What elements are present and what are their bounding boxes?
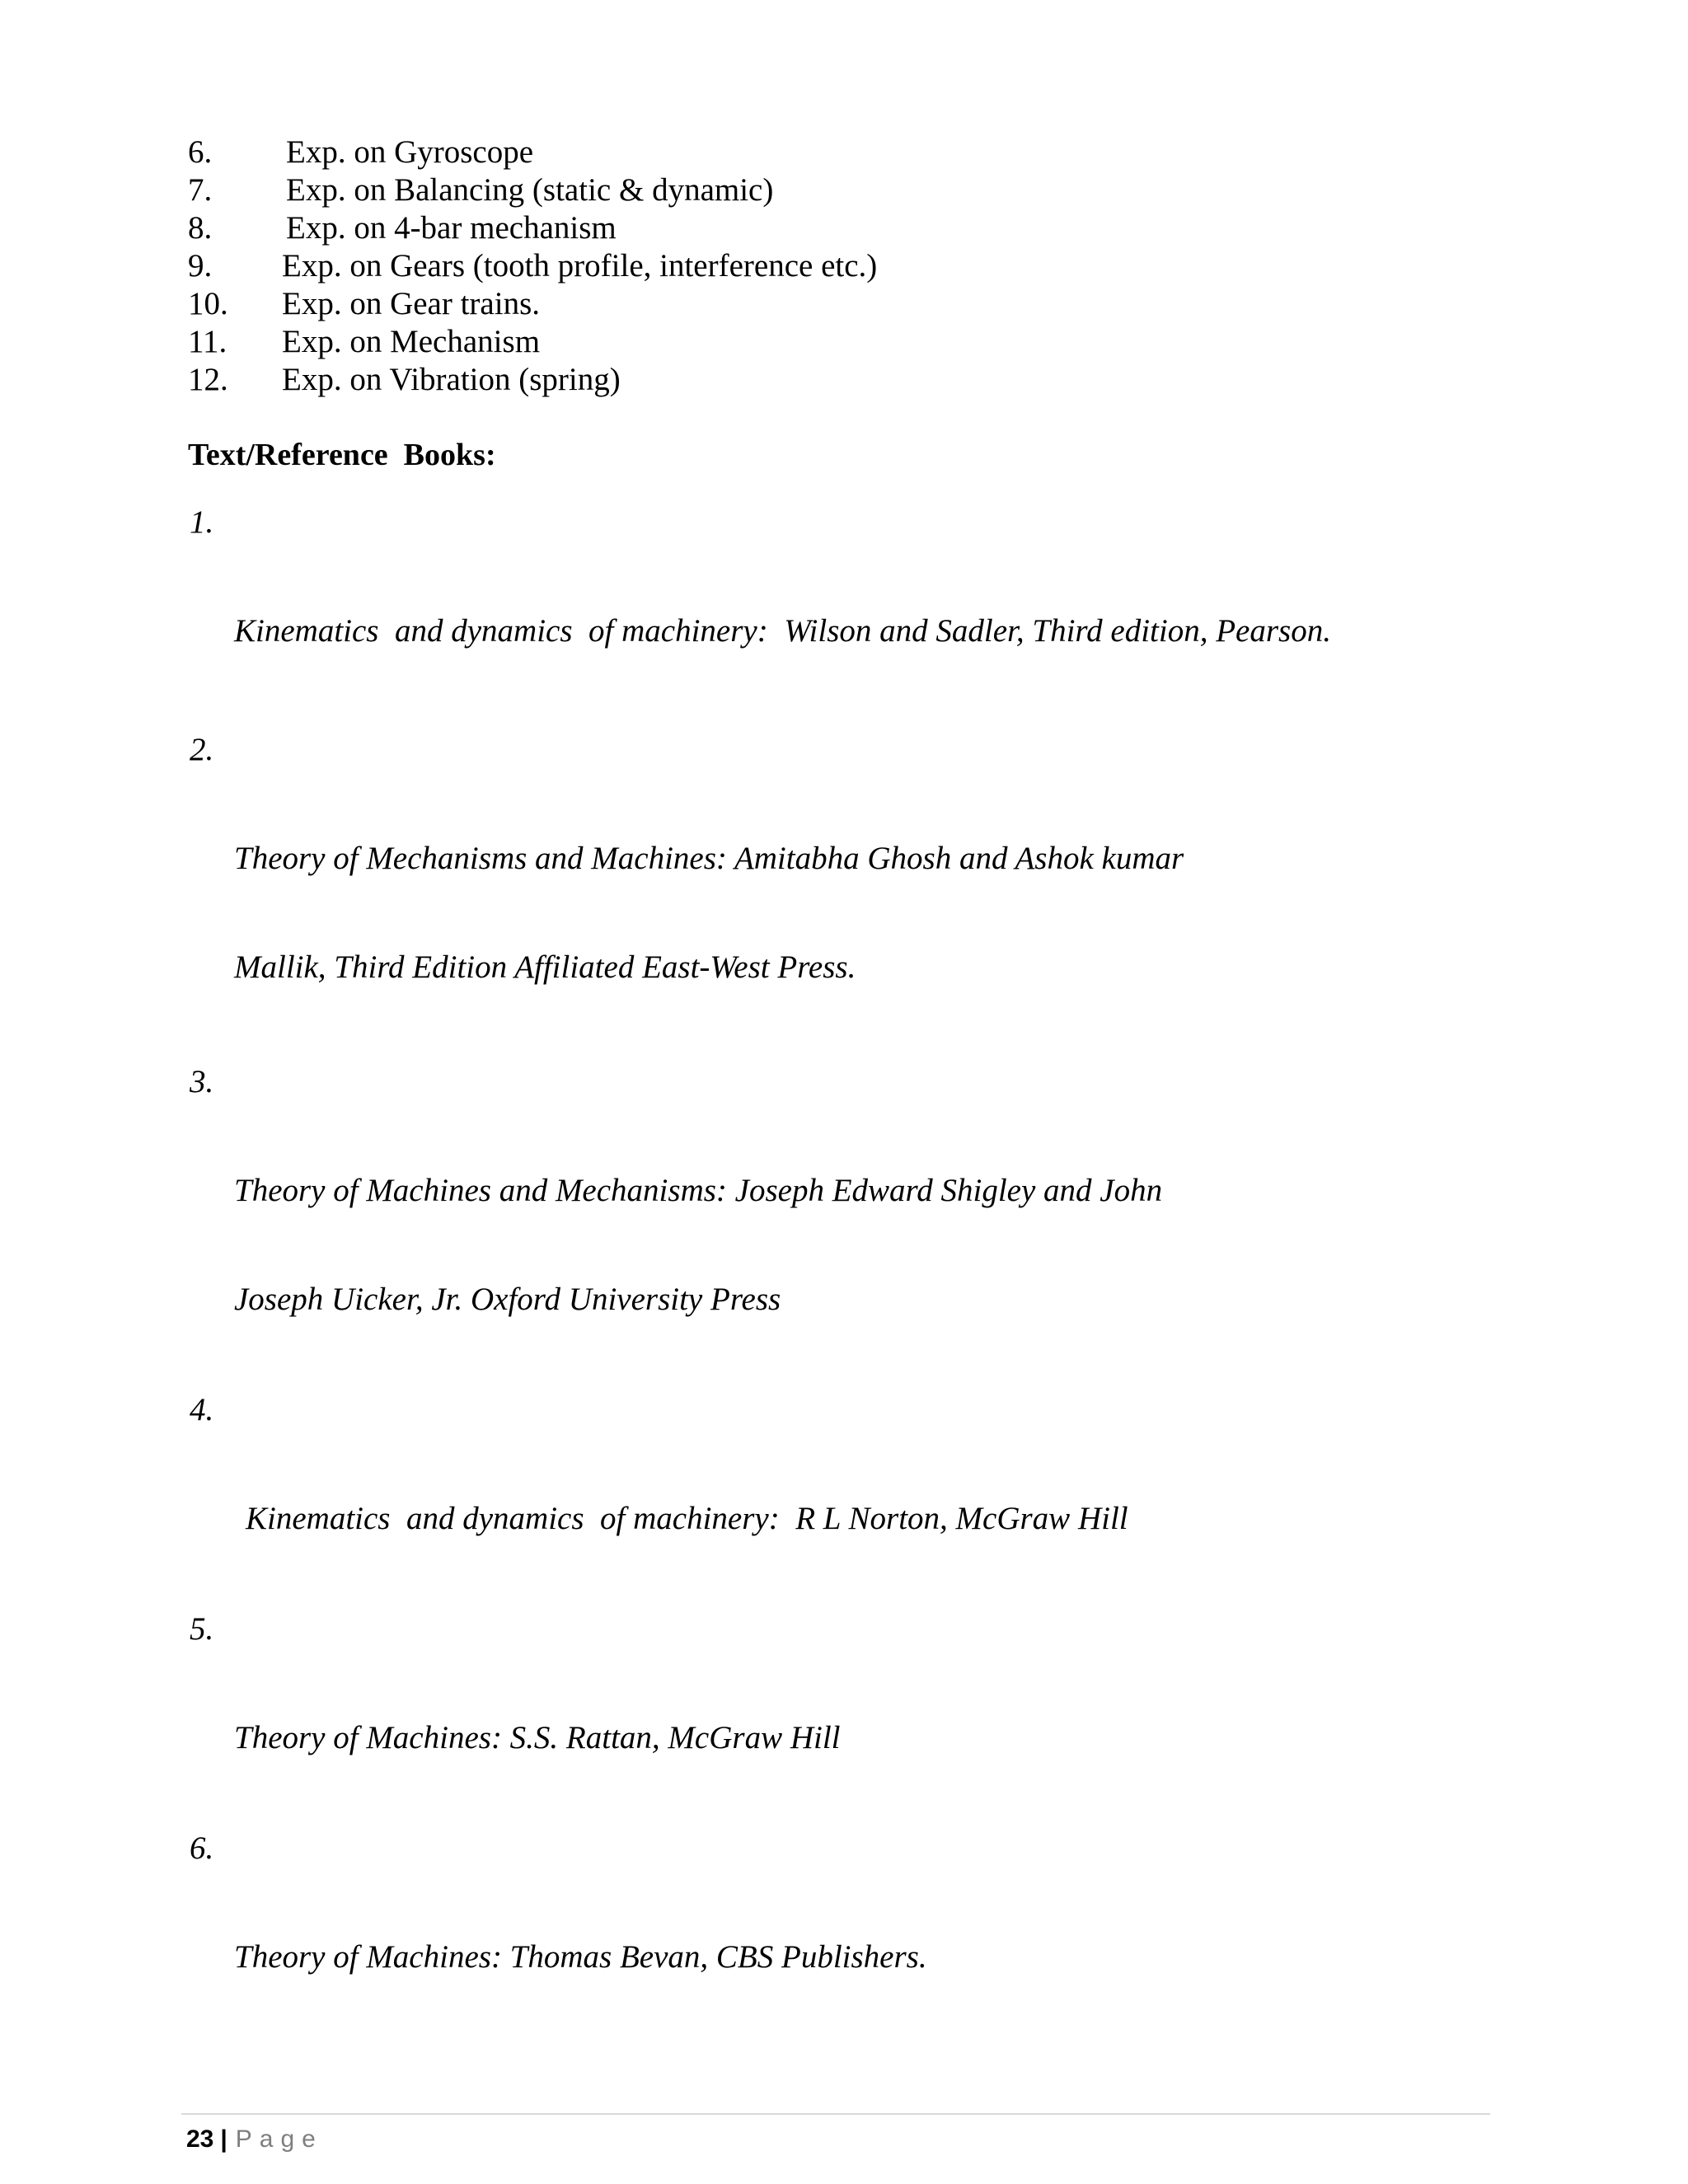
reference-number: 3. [190,1064,214,1099]
reference-item [188,1830,1507,2048]
list-item [188,247,1424,285]
list-item-number: 10. [188,286,228,321]
page-label: Page [235,2125,323,2153]
reference-item [188,1064,1507,1390]
reference-number: 5. [190,1611,214,1647]
reference-number: 6. [190,1830,214,1866]
reference-text: Kinematics and dynamics of machinery: R L Norton, McGraw Hill [246,1501,1128,1536]
list-item-text: Exp. on Vibration (spring) [282,362,621,397]
reference-number: 2. [190,732,214,767]
list-item [188,361,1424,399]
reference-text: Mallik, Third Edition Affiliated East-West Press. [234,949,856,985]
reference-text: Theory of Machines and Mechanisms: Joseph Edward Shigley and John [234,1173,1163,1208]
reference-text: Theory of Machines: S.S. Rattan, McGraw Hill [234,1720,841,1755]
reference-number: 1. [190,504,214,540]
reference-number: 4. [190,1392,214,1427]
reference-item [188,1611,1507,1829]
list-item-number: 6. [188,134,213,170]
footer-divider [181,2113,1490,2115]
list-item [188,209,1424,247]
footer-separator: | [220,2125,227,2153]
page-footer [186,2123,323,2156]
list-item-text: Exp. on Gears (tooth profile, interference etc.) [282,248,878,284]
list-item-number: 12. [188,362,228,397]
experiments-list [188,134,1424,399]
list-item-number: 9. [188,248,213,284]
reference-text: Theory of Machines: Thomas Bevan, CBS Publishers. [234,1939,927,1975]
reference-item [188,504,1507,722]
list-item [188,285,1424,323]
reference-text: Kinematics and dynamics of machinery: Wilson and Sadler, Third edition, Pearson. [234,613,1331,649]
list-item-number: 7. [188,172,213,208]
references-heading: Text/Reference Books: [188,438,496,472]
reference-text: Theory of Mechanisms and Machines: Amitabha Ghosh and Ashok kumar [234,841,1184,876]
reference-item [188,732,1507,1058]
list-item [188,323,1424,361]
list-item-text: Exp. on 4-bar mechanism [286,210,617,246]
list-item-text: Exp. on Balancing (static & dynamic) [286,172,774,208]
reference-text: Joseph Uicker, Jr. Oxford University Press [234,1282,781,1317]
list-item-number: 8. [188,210,213,246]
references-list [188,504,1507,2048]
list-item [188,171,1424,209]
list-item-text: Exp. on Gyroscope [286,134,534,170]
list-item-text: Exp. on Gear trains. [282,286,540,321]
reference-item [188,1392,1507,1610]
page-number: 23 [186,2125,214,2153]
list-item-text: Exp. on Mechanism [282,324,541,359]
list-item [188,134,1424,171]
list-item-number: 11. [188,324,227,359]
